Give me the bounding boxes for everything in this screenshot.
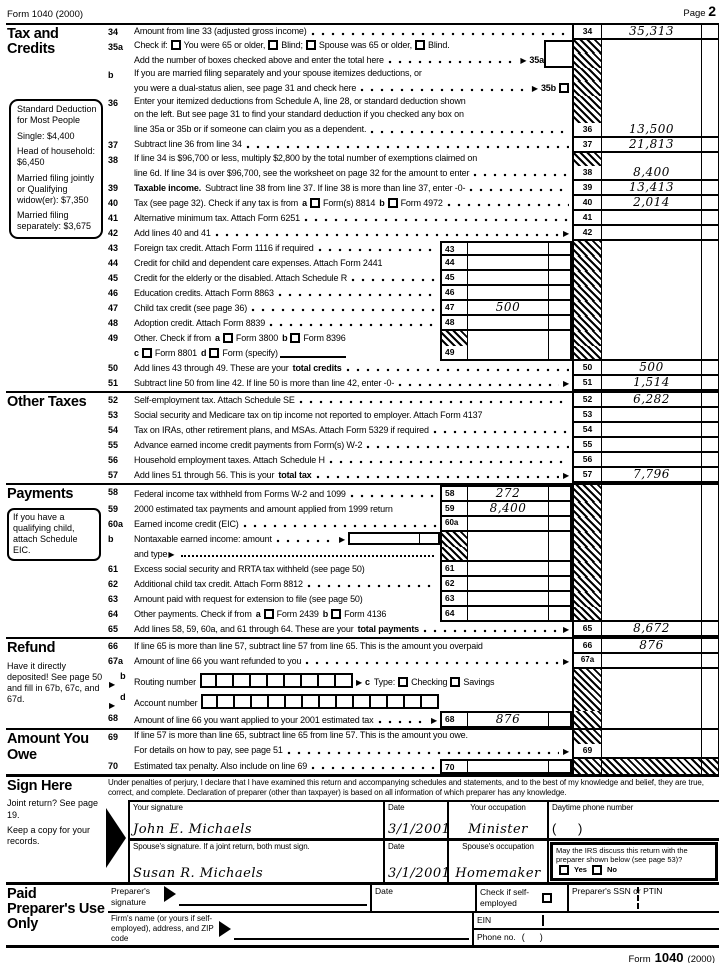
self-employed-checkbox[interactable] [542,893,552,903]
spouse-signature-field[interactable]: Susan R. Michaels [133,865,264,881]
form-3800-checkbox[interactable] [223,333,233,343]
account-digit-box[interactable] [422,694,439,709]
dot-leader [432,427,569,436]
line-38-value: line 6d. If line 34 is over $96,700, see the worksheet on page 32 for the amount to enter 38 8,400 [108,166,719,181]
form-specify-checkbox[interactable] [209,348,219,358]
paid-preparer-section [6,882,719,945]
dot-leader [268,320,437,329]
daytime-phone-field[interactable]: ( ) [552,820,583,836]
dot-leader [387,57,517,66]
section-title-other-taxes: Other Taxes [7,394,87,411]
preparer-phone-field[interactable]: ( ) [521,931,543,942]
line-65: 65 Add lines 58, 59, 60a, and 61 through 64. These are your total payments ▶ 65 8,672 [108,622,719,637]
spouse-signature-label: Spouse's signature. If a joint return, both must sign. [133,841,310,851]
line-53-amount-field[interactable] [602,408,702,423]
direct-deposit-note: Have it directly deposited! See page 50 and fill in 67b, 67c, and 67d. [7,660,103,705]
line-63: 63 Amount paid with request for extension to file (see page 50) 63 [108,592,719,607]
line-66: 66 If line 65 is more than line 57, subtract line 57 from line 65. This is the amount you overpaid 66 876 [108,639,719,654]
line-34-amount-field[interactable]: 35,313 [602,25,702,40]
line-46: 46 Education credits. Attach Form 8863 46 [108,286,719,301]
perjury-statement: Under penalties of perjury, I declare that I have examined this return and accompanying schedules and statements, and to the best of my knowledge and belief, they are true, correct, and complete. Declaration of preparer (other than taxpayer) is based on all information of which preparer has any knowledge. [108,778,704,797]
page-header [6,2,719,23]
dot-leader [245,142,569,151]
signature-table [128,800,719,882]
spouse-date-field[interactable]: 3/1/2001 [388,865,451,881]
line-67a-amount-field[interactable] [602,654,702,669]
your-occupation-field[interactable]: Minister [468,821,528,837]
firm-name-field[interactable] [234,938,469,940]
dot-leader [303,215,569,224]
line-46-amount-field[interactable] [468,286,548,301]
dot-leader [306,581,437,590]
ein-divider [542,915,544,926]
line-43: 43 Foreign tax credit. Attach Form 1116 if required 43 [108,241,719,257]
dot-leader [345,365,569,374]
form-8396-checkbox[interactable] [290,333,300,343]
routing-digit-box[interactable] [336,673,353,688]
line-57: 57 Add lines 51 through 56. This is your total tax ▶ 57 7,796 [108,468,719,483]
line-37: 37 Subtract line 36 from line 34 37 21,813 [108,138,719,153]
arrow-icon [563,657,569,667]
arrow-icon [431,716,437,726]
checking-checkbox[interactable] [398,677,408,687]
irs-discuss-yes-checkbox[interactable] [559,865,569,875]
form-8814-checkbox[interactable] [310,198,320,208]
line-36: 36 Enter your itemized deductions from Schedule A, line 28, or standard deduction shown [108,96,719,109]
account-digit-box[interactable] [371,694,388,709]
spouse-signature-row [130,841,719,882]
arrow-icon [168,550,174,560]
specify-blank-line[interactable] [280,356,346,358]
dot-leader [468,185,569,194]
joint-return-note: Joint return? See page 19. [7,798,99,820]
line-35b: b If you are married filing separately and your spouse itemizes deductions, or [108,68,719,81]
form-8801-checkbox[interactable] [142,348,152,358]
irs-discuss-box: May the IRS discuss this return with the preparer shown below (see page 53)? Yes No [550,842,718,881]
line-41-amount-field[interactable] [602,211,702,226]
section-title-amount-owe: Amount You Owe [7,731,89,763]
arrow-icon [109,701,115,711]
arrow-icon [563,747,569,757]
dot-leader [377,717,427,726]
line-51: 51 Subtract line 50 from line 42. If line 50 is more than line 42, enter -0- ▶ 51 1,514 [108,376,719,391]
line-52: 52 Self-employment tax. Attach Schedule SE 52 6,282 [108,393,719,408]
arrow-icon [563,471,569,481]
arrow-icon [563,625,569,635]
line-60b-type: and type ▶ [108,547,719,562]
section-title-paid-preparer: Paid Preparer's Use Only [7,885,105,933]
line-40: 40 Tax (see page 32). Check if any tax is from a Form(s) 8814 b Form 4972 40 2,014 [108,196,719,211]
line-37-amount-field[interactable]: 21,813 [602,138,702,153]
dot-leader [397,380,559,389]
page-footer: Form 1040 (2000) [6,945,719,963]
line-39: 39 Taxable income. Subtract line 38 from line 37. If line 38 is more than line 37, enter -0- 39 13,413 [108,181,719,196]
line-70-amount-field[interactable] [468,759,548,775]
line-39-amount-field[interactable]: 13,413 [602,181,702,196]
sign-here-section [6,774,719,882]
line-67b: ▶ b Routing number ▶ c Type: Checking Savings [108,669,719,690]
line-56: 56 Household employment taxes. Attach Schedule H 56 [108,453,719,468]
eic-note: If you have a qualifying child, attach Schedule EIC. [7,508,101,561]
line-50-amount-field[interactable]: 500 [602,361,702,376]
dot-leader [317,245,437,254]
line-48: 48 Adoption credit. Attach Form 8839 48 [108,316,719,331]
form-4136-checkbox[interactable] [331,609,341,619]
dot-leader [310,29,569,38]
line-48-amount-field[interactable] [468,316,548,331]
savings-checkbox[interactable] [450,677,460,687]
preparer-signature-row [108,885,719,913]
your-signature-field[interactable]: John E. Michaels [133,821,253,837]
account-digit-box[interactable] [286,694,303,709]
line-35b-checkbox[interactable] [559,83,569,93]
line-41: 41 Alternative minimum tax. Attach Form 6251 41 [108,211,719,226]
spouse-occupation-label: Spouse's occupation [462,841,534,851]
dot-leader [277,290,437,299]
line-60b: b Nontaxable earned income: amount ▶ [108,532,719,547]
line-45-amount-field[interactable] [468,271,548,286]
arrow-icon [356,678,362,688]
routing-digit-box[interactable] [200,673,217,688]
spouse-occupation-field[interactable]: Homemaker [455,865,541,881]
routing-digit-box[interactable] [285,673,302,688]
preparer-signature-label: Preparer's signature [111,885,150,907]
section-title-refund: Refund [7,640,56,657]
section-title-payments: Payments [7,486,74,503]
line-42: 42 Add lines 40 and 41 ▶ 42 [108,226,719,241]
you-blind-checkbox[interactable] [268,40,278,50]
date-label: Date [388,841,405,851]
routing-digit-box[interactable] [217,673,234,688]
line-47: 47 Child tax credit (see page 36) 47 500 [108,301,719,316]
ein-label: EIN [477,915,492,926]
dot-leader [350,275,437,284]
daytime-phone-label: Daytime phone number [552,802,634,812]
line-35a-total-box[interactable] [544,40,572,53]
line-58: 58 Federal income tax withheld from Forms W-2 and 1099 58 272 [108,485,719,502]
preparer-ssn-label: Preparer's SSN or PTIN [572,885,663,896]
your-occupation-label: Your occupation [470,802,526,812]
line-44: 44 Credit for child and dependent care expenses. Attach Form 2441 44 [108,256,719,271]
line-51-amount-field[interactable]: 1,514 [602,376,702,391]
dot-leader [304,658,559,667]
line-35b-check: you were a dual-status alien, see page 31 and check here ▶ 35b [108,81,719,96]
line-59-amount-field[interactable]: 8,400 [468,502,548,517]
arrow-icon [109,680,115,690]
keep-copy-note: Keep a copy for your records. [7,824,91,847]
line-36-amount-field[interactable]: 13,500 [602,123,702,138]
line-68-amount-field[interactable]: 876 [468,711,548,728]
arrow-icon [563,229,569,239]
dot-leader [286,748,559,757]
amount-you-owe-section [6,728,719,774]
line-61-amount-field[interactable] [468,562,548,577]
sign-arrow-icon [106,808,126,868]
line-63-amount-field[interactable] [468,592,548,607]
firm-name-label: Firm's name (or yours if self-employed), address, and ZIP code [111,913,214,943]
preparer-date-label: Date [375,885,393,896]
line-55-amount-field[interactable] [602,438,702,453]
line-35a-total: Add the number of boxes checked above and enter the total here ▶ 35a [108,53,719,68]
line-52-amount-field[interactable]: 6,282 [602,393,702,408]
line-49-cont: c Form 8801 d Form (specify) 49 [108,346,719,361]
arrow-icon [520,56,526,66]
line-62: 62 Additional child tax credit. Attach Form 8812 62 [108,577,719,592]
dot-leader [298,397,569,406]
account-digit-box[interactable] [320,694,337,709]
arrow-icon [563,379,569,389]
dot-leader [365,442,569,451]
form-2439-checkbox[interactable] [264,609,274,619]
account-digit-box[interactable] [388,694,405,709]
line-62-amount-field[interactable] [468,577,548,592]
date-label: Date [388,802,405,812]
routing-digit-box[interactable] [268,673,285,688]
arrow-icon [339,535,345,545]
line-36-value: line 35a or 35b or if someone can claim you as a dependent. 36 13,500 [108,123,719,138]
refund-section [6,637,719,728]
section-title-tax-credits: Tax and Credits [7,25,59,57]
payments-section [6,483,719,637]
form-4972-checkbox[interactable] [388,198,398,208]
line-54: 54 Tax on IRAs, other retirement plans, and MSAs. Attach Form 5329 if required 54 [108,423,719,438]
dot-leader [446,200,569,209]
line-45: 45 Credit for the elderly or the disabled. Attach Schedule R 45 [108,271,719,286]
account-digit-box[interactable] [354,694,371,709]
you-65-or-older-checkbox[interactable] [171,40,181,50]
irs-discuss-no-checkbox[interactable] [592,865,602,875]
account-digit-box[interactable] [303,694,320,709]
preparer-arrow-icon [164,886,176,902]
page-number: Page 2 [683,3,716,19]
line-60a-amount-field[interactable] [468,517,548,532]
preparer-phone-label: Phone no. [477,932,516,943]
dot-leader [214,230,559,239]
line-38-amount-field[interactable]: 8,400 [602,166,702,181]
account-digit-box[interactable] [269,694,286,709]
form-number: 1040 [654,949,684,963]
line-57-amount-field[interactable]: 7,796 [602,468,702,483]
line-42-amount-field[interactable] [602,226,702,241]
line-53: 53 Social security and Medicare tax on tip income not reported to employer. Attach Form 4137 53 [108,408,719,423]
line-47-amount-field[interactable]: 500 [468,301,548,316]
firm-arrow-icon [219,921,231,937]
account-digit-box[interactable] [201,694,218,709]
account-digit-box[interactable] [252,694,269,709]
line-70: 70 Estimated tax penalty. Also include on line 69 70 [108,759,719,775]
other-taxes-section [6,391,719,483]
line-49: 49 Other. Check if from a Form 3800 b Form 8396 [108,331,719,346]
line-67a: 67a Amount of line 66 you want refunded to you ▶ 67a [108,654,719,669]
account-digit-box[interactable] [337,694,354,709]
line-67d: ▶ d Account number [108,690,719,711]
line-43-amount-field[interactable] [468,241,548,257]
arrow-icon [532,84,538,94]
spouse-blind-checkbox[interactable] [415,40,425,50]
irs-discuss-question: May the IRS discuss this return with the preparer shown below (see page 53)? [556,845,688,865]
preparer-firm-row [108,913,719,945]
self-employed-label: Check if self-employed [480,887,530,908]
line-69-amount-field[interactable] [602,744,702,759]
dot-leader [369,127,569,136]
dot-leader [328,457,569,466]
dot-leader [242,521,437,530]
dot-leader [359,85,528,94]
routing-digit-box[interactable] [251,673,268,688]
line-35a-total-box[interactable] [544,53,572,68]
dot-leader [250,305,437,314]
your-signature-label: Your signature [133,802,183,812]
routing-digit-box[interactable] [319,673,336,688]
line-54-amount-field[interactable] [602,423,702,438]
line-56-amount-field[interactable] [602,453,702,468]
date-field[interactable]: 3/1/2001 [388,821,451,837]
line-38: 38 If line 34 is $96,700 or less, multiply $2,800 by the total number of exemptions claimed on [108,153,719,166]
type-blank-line[interactable] [181,555,434,557]
line-64: 64 Other payments. Check if from a Form 2439 b Form 4136 64 [108,607,719,622]
account-number-boxes [201,694,439,709]
line-49-amount-field[interactable] [468,346,548,361]
line-34: 34 Amount from line 33 (adjusted gross income) 34 35,313 [108,25,719,40]
line-60a: 60a Earned income credit (EIC) 60a [108,517,719,532]
dot-leader [349,491,437,500]
routing-number-boxes [200,673,353,688]
routing-digit-box[interactable] [234,673,251,688]
line-66-amount-field[interactable]: 876 [602,639,702,654]
line-64-amount-field[interactable] [468,607,548,622]
line-40-amount-field[interactable]: 2,014 [602,196,702,211]
routing-digit-box[interactable] [302,673,319,688]
dot-leader [310,763,437,772]
taxpayer-signature-row [130,802,719,841]
preparer-signature-field[interactable] [179,904,367,906]
account-digit-box[interactable] [405,694,422,709]
line-44-amount-field[interactable] [468,256,548,271]
line-58-amount-field[interactable]: 272 [468,485,548,502]
account-digit-box[interactable] [235,694,252,709]
line-35a-checkboxes: 35a Check if: You were 65 or older, Blind; Spouse was 65 or older, Blind. [108,40,719,53]
line-68: 68 Amount of line 66 you want applied to your 2001 estimated tax ▶ 68 876 [108,711,719,728]
line-65-amount-field[interactable]: 8,672 [602,622,702,637]
dot-leader [275,536,335,545]
standard-deduction-note: Standard Deduction for Most People Single: $4,400 Head of household: $6,450 Married filing jointly or Qualifying widow(er): $7,350 Married filing separately: $3,675 [9,99,103,239]
line-59: 59 2000 estimated tax payments and amount applied from 1999 return 59 8,400 [108,502,719,517]
line-55: 55 Advance earned income credit payments from Form(s) W-2 55 [108,438,719,453]
dot-leader [315,472,559,481]
form-id-header: Form 1040 (2000) [7,8,84,20]
ssn-divider [637,887,639,909]
line-61: 61 Excess social security and RRTA tax withheld (see page 50) 61 [108,562,719,577]
line-50: 50 Add lines 43 through 49. These are your total credits 50 500 [108,361,719,376]
dot-leader [422,626,559,635]
line-69: 69 If line 57 is more than line 65, subtract line 65 from line 57. This is the amount you owe. [108,730,719,743]
section-title-sign-here: Sign Here [7,778,72,795]
nontaxable-earned-income-box[interactable] [348,532,440,545]
dot-leader [472,170,569,179]
account-digit-box[interactable] [218,694,235,709]
line-36-cont: on the left. But see page 31 to find your standard deduction if you checked any box on [108,109,719,122]
line-69-value: For details on how to pay, see page 51 ▶ 69 [108,744,719,759]
tax-and-credits-section [6,23,719,392]
spouse-65-or-older-checkbox[interactable] [306,40,316,50]
